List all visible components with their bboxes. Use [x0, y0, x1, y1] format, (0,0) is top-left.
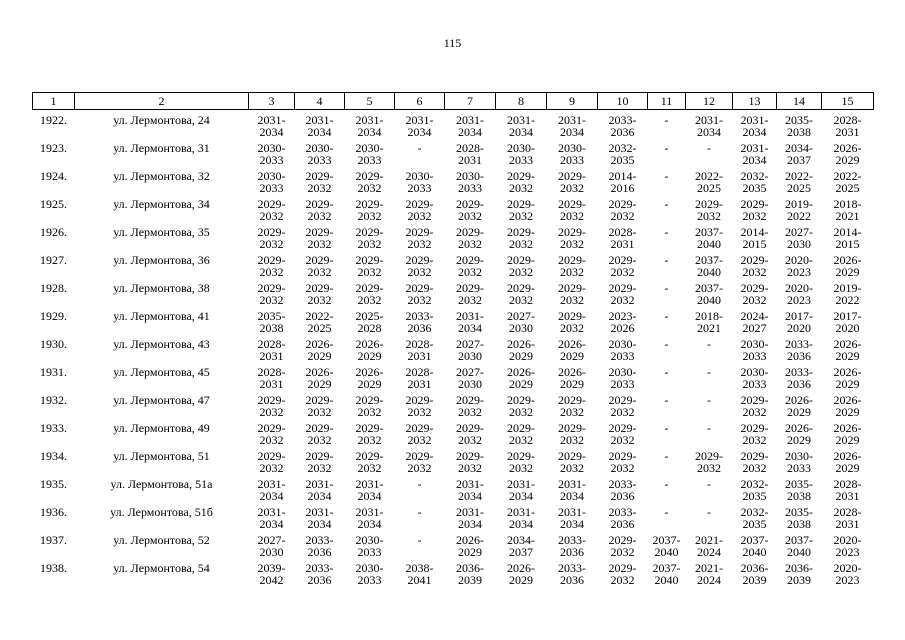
period-cell: 2029- 2032	[608, 393, 637, 419]
period-cell: 2029- 2032	[558, 253, 586, 279]
period-cell: 2018- 2021	[833, 197, 862, 223]
period-cell: -	[664, 393, 669, 407]
period-cell: 2024- 2027	[740, 309, 769, 335]
period-cell: 2029- 2032	[405, 225, 434, 251]
column-header: 3	[249, 93, 295, 110]
period-cell: 2026- 2029	[558, 365, 586, 391]
period-cell: 2033- 2036	[305, 561, 334, 587]
period-cell: 2037- 2040	[785, 533, 813, 559]
period-cell: 2029- 2032	[405, 281, 434, 307]
table-row	[33, 506, 874, 534]
period-cell: 2031- 2034	[740, 141, 769, 167]
period-cell: 2026- 2029	[305, 337, 334, 363]
period-cell: 2035- 2038	[785, 113, 813, 139]
period-cell: 2029- 2032	[405, 197, 434, 223]
period-cell: 2031- 2034	[355, 477, 384, 503]
period-cell: -	[664, 197, 669, 211]
period-cell: -	[664, 421, 669, 435]
period-cell: 2029- 2032	[355, 393, 384, 419]
street-address: ул. Лермонтова, 34	[113, 197, 210, 211]
street-address: ул. Лермонтова, 54	[113, 561, 210, 575]
period-cell: 2014- 2016	[608, 169, 637, 195]
period-cell: 2030- 2033	[355, 561, 384, 587]
period-cell: 2030- 2033	[507, 141, 535, 167]
street-address: ул. Лермонтова, 41	[113, 309, 210, 323]
period-cell: -	[707, 141, 711, 155]
period-cell: 2029- 2032	[558, 169, 586, 195]
period-cell: 2026- 2029	[305, 365, 334, 391]
street-address: ул. Лермонтова, 45	[113, 365, 210, 379]
table-row	[33, 198, 874, 226]
header-row	[33, 93, 874, 110]
table-row	[33, 170, 874, 198]
period-cell: 2038- 2041	[405, 561, 434, 587]
column-header: 11	[648, 93, 686, 110]
period-cell: 2029- 2032	[405, 393, 434, 419]
period-cell: 2029- 2032	[740, 393, 769, 419]
column-header: 15	[822, 93, 874, 110]
table-row	[33, 110, 874, 143]
period-cell: 2028- 2031	[833, 505, 862, 531]
period-cell: -	[417, 533, 422, 547]
period-cell: 2029- 2032	[257, 253, 286, 279]
row-number: 1932.	[40, 393, 67, 407]
period-cell: 2029- 2032	[558, 393, 586, 419]
period-cell: 2022- 2025	[695, 169, 723, 195]
period-cell: 2037- 2040	[695, 281, 723, 307]
table-row	[33, 142, 874, 170]
period-cell: 2029- 2032	[405, 421, 434, 447]
period-cell: -	[664, 309, 669, 323]
period-cell: 2033- 2036	[785, 365, 813, 391]
period-cell: 2031- 2034	[355, 505, 384, 531]
period-cell: 2017- 2020	[785, 309, 813, 335]
period-cell: 2026- 2029	[785, 393, 813, 419]
period-cell: 2029- 2032	[456, 393, 484, 419]
period-cell: 2031- 2034	[558, 477, 586, 503]
period-cell: 2030- 2033	[785, 449, 813, 475]
period-cell: 2029- 2032	[257, 281, 286, 307]
period-cell: 2029- 2032	[456, 225, 484, 251]
period-cell: 2031- 2034	[507, 505, 535, 531]
table-body	[33, 110, 874, 591]
column-header: 8	[496, 93, 547, 110]
period-cell: 2030- 2033	[355, 141, 384, 167]
period-cell: 2026- 2029	[355, 337, 384, 363]
period-cell: 2020- 2023	[785, 253, 813, 279]
street-address: ул. Лермонтова, 32	[113, 169, 210, 183]
period-cell: 2029- 2032	[740, 197, 769, 223]
period-cell: 2029- 2032	[257, 449, 286, 475]
period-cell: 2030- 2033	[405, 169, 434, 195]
period-cell: 2035- 2038	[257, 309, 286, 335]
column-header: 12	[686, 93, 733, 110]
column-header: 4	[295, 93, 345, 110]
row-number: 1925.	[40, 197, 67, 211]
period-cell: 2020- 2023	[833, 561, 862, 587]
period-cell: -	[707, 365, 711, 379]
period-cell: -	[707, 393, 711, 407]
row-number: 1923.	[40, 141, 67, 155]
period-cell: 2027- 2030	[456, 337, 484, 363]
period-cell: 2029- 2032	[405, 253, 434, 279]
period-cell: 2033- 2036	[608, 113, 637, 139]
period-cell: 2026- 2029	[785, 421, 813, 447]
period-cell: 2037- 2040	[695, 225, 723, 251]
period-cell: -	[664, 337, 669, 351]
period-cell: 2029- 2032	[507, 225, 535, 251]
period-cell: 2029- 2032	[608, 197, 637, 223]
period-cell: 2027- 2030	[785, 225, 813, 251]
period-cell: -	[707, 421, 711, 435]
period-cell: 2021- 2024	[695, 561, 723, 587]
period-cell: 2022- 2025	[305, 309, 334, 335]
row-number: 1927.	[40, 253, 67, 267]
period-cell: 2029- 2032	[740, 281, 769, 307]
period-cell: 2017- 2020	[833, 309, 862, 335]
period-cell: 2030- 2033	[257, 141, 286, 167]
row-number: 1926.	[40, 225, 67, 239]
column-header: 10	[598, 93, 648, 110]
period-cell: 2031- 2034	[257, 505, 286, 531]
table-row	[33, 534, 874, 562]
period-cell: 2026- 2029	[833, 393, 862, 419]
period-cell: 2026- 2029	[833, 421, 862, 447]
period-cell: -	[664, 505, 669, 519]
period-cell: 2029- 2032	[355, 225, 384, 251]
row-number: 1922.	[40, 113, 67, 127]
street-address: ул. Лермонтова, 31	[113, 141, 210, 155]
period-cell: 2029- 2032	[355, 421, 384, 447]
period-cell: 2033- 2036	[608, 477, 637, 503]
period-cell: 2033- 2036	[405, 309, 434, 335]
column-header: 14	[777, 93, 822, 110]
period-cell: 2033- 2036	[558, 561, 586, 587]
period-cell: 2031- 2034	[558, 113, 586, 139]
period-cell: 2029- 2032	[558, 281, 586, 307]
period-cell: 2029- 2032	[608, 561, 637, 587]
period-cell: 2026- 2029	[558, 337, 586, 363]
column-header: 5	[345, 93, 395, 110]
period-cell: 2029- 2032	[608, 449, 637, 475]
period-cell: 2028- 2031	[257, 337, 286, 363]
street-address: ул. Лермонтова, 47	[113, 393, 210, 407]
period-cell: 2026- 2029	[507, 561, 535, 587]
period-cell: 2031- 2034	[456, 309, 484, 335]
period-cell: 2022- 2025	[785, 169, 813, 195]
period-cell: 2029- 2032	[305, 421, 334, 447]
period-cell: 2029- 2032	[456, 421, 484, 447]
row-number: 1937.	[40, 533, 67, 547]
period-cell: 2028- 2031	[833, 477, 862, 503]
period-cell: 2035- 2038	[785, 477, 813, 503]
period-cell: 2023- 2026	[608, 309, 637, 335]
period-cell: 2031- 2034	[257, 113, 286, 139]
period-cell: 2032- 2035	[740, 505, 769, 531]
table-row	[33, 282, 874, 310]
period-cell: 2029- 2032	[355, 281, 384, 307]
period-cell: 2036- 2039	[456, 561, 484, 587]
period-cell: -	[664, 169, 669, 183]
period-cell: 2031- 2034	[305, 505, 334, 531]
period-cell: 2033- 2036	[305, 533, 334, 559]
row-number: 1924.	[40, 169, 67, 183]
period-cell: 2032- 2035	[740, 169, 769, 195]
period-cell: 2031- 2034	[456, 505, 484, 531]
period-cell: 2029- 2032	[558, 421, 586, 447]
page-number: 115	[443, 36, 462, 50]
period-cell: -	[707, 337, 711, 351]
table-row	[33, 422, 874, 450]
period-cell: 2030- 2033	[257, 169, 286, 195]
period-cell: 2029- 2032	[305, 253, 334, 279]
period-cell: -	[417, 505, 422, 519]
period-cell: 2029- 2032	[305, 225, 334, 251]
row-number: 1938.	[40, 561, 67, 575]
period-cell: -	[417, 477, 422, 491]
period-cell: 2029- 2032	[355, 169, 384, 195]
period-cell: 2025- 2028	[355, 309, 384, 335]
period-cell: 2029- 2032	[608, 421, 637, 447]
period-cell: 2022- 2025	[833, 169, 862, 195]
table-header	[33, 93, 874, 110]
period-cell: 2028- 2031	[608, 225, 637, 251]
period-cell: 2036- 2039	[740, 561, 769, 587]
period-cell: 2030- 2033	[740, 337, 769, 363]
period-cell: 2033- 2036	[608, 505, 637, 531]
period-cell: 2026- 2029	[355, 365, 384, 391]
row-number: 1935.	[40, 477, 67, 491]
period-cell: 2014- 2015	[833, 225, 862, 251]
period-cell: 2029- 2032	[507, 281, 535, 307]
table-row	[33, 562, 874, 590]
period-cell: 2039- 2042	[257, 561, 286, 587]
street-address: ул. Лермонтова, 51	[113, 449, 210, 463]
period-cell: 2026- 2029	[507, 365, 535, 391]
period-cell: 2030- 2033	[608, 337, 637, 363]
period-cell: 2037- 2040	[652, 533, 681, 559]
column-header: 6	[395, 93, 445, 110]
row-number: 1934.	[40, 449, 67, 463]
table-row	[33, 394, 874, 422]
period-cell: 2029- 2032	[257, 421, 286, 447]
table-row	[33, 310, 874, 338]
period-cell: 2028- 2031	[405, 337, 434, 363]
period-cell: 2029- 2032	[695, 197, 723, 223]
period-cell: 2028- 2031	[405, 365, 434, 391]
period-cell: 2032- 2035	[740, 477, 769, 503]
period-cell: 2029- 2032	[355, 197, 384, 223]
period-cell: 2018- 2021	[695, 309, 723, 335]
period-cell: 2031- 2034	[305, 113, 334, 139]
period-cell: 2029- 2032	[456, 197, 484, 223]
period-cell: 2031- 2034	[456, 113, 484, 139]
period-cell: 2026- 2029	[507, 337, 535, 363]
period-cell: 2027- 2030	[456, 365, 484, 391]
table-row	[33, 338, 874, 366]
period-cell: 2029- 2032	[355, 253, 384, 279]
period-cell: 2031- 2034	[405, 113, 434, 139]
period-cell: 2027- 2030	[507, 309, 535, 335]
period-cell: 2020- 2023	[833, 533, 862, 559]
column-header: 1	[33, 93, 75, 110]
column-header: 2	[75, 93, 249, 110]
period-cell: 2030- 2033	[608, 365, 637, 391]
period-cell: 2026- 2029	[833, 449, 862, 475]
period-cell: 2026- 2029	[456, 533, 484, 559]
row-number: 1931.	[40, 365, 67, 379]
period-cell: 2030- 2033	[305, 141, 334, 167]
period-cell: 2029- 2032	[405, 449, 434, 475]
table-row	[33, 478, 874, 506]
street-address: ул. Лермонтова, 35	[113, 225, 210, 239]
street-address: ул. Лермонтова, 52	[113, 533, 210, 547]
row-number: 1933.	[40, 421, 67, 435]
period-cell: 2029- 2032	[257, 393, 286, 419]
period-cell: 2029- 2032	[305, 197, 334, 223]
period-cell: 2029- 2032	[558, 197, 586, 223]
column-header: 9	[547, 93, 598, 110]
column-header: 13	[733, 93, 777, 110]
period-cell: 2026- 2029	[833, 141, 862, 167]
period-cell: 2029- 2032	[257, 225, 286, 251]
row-number: 1928.	[40, 281, 67, 295]
period-cell: -	[664, 113, 669, 127]
period-cell: 2028- 2031	[833, 113, 862, 139]
period-cell: 2029- 2032	[507, 197, 535, 223]
period-cell: 2029- 2032	[507, 253, 535, 279]
period-cell: 2031- 2034	[695, 113, 723, 139]
street-address: ул. Лермонтова, 51б	[110, 505, 213, 519]
period-cell: 2026- 2029	[833, 365, 862, 391]
row-number: 1929.	[40, 309, 67, 323]
table-row	[33, 226, 874, 254]
period-cell: 2029- 2032	[305, 393, 334, 419]
period-cell: 2029- 2032	[456, 449, 484, 475]
period-cell: 2031- 2034	[257, 477, 286, 503]
period-cell: 2031- 2034	[558, 505, 586, 531]
period-cell: -	[664, 225, 669, 239]
period-cell: 2037- 2040	[740, 533, 769, 559]
period-cell: 2028- 2031	[257, 365, 286, 391]
street-address: ул. Лермонтова, 51а	[110, 477, 213, 491]
period-cell: 2029- 2032	[507, 421, 535, 447]
period-cell: 2029- 2032	[695, 449, 723, 475]
period-cell: 2031- 2034	[740, 113, 769, 139]
period-cell: 2037- 2040	[695, 253, 723, 279]
period-cell: 2029- 2032	[507, 449, 535, 475]
period-cell: 2014- 2015	[740, 225, 769, 251]
period-cell: 2031- 2034	[507, 113, 535, 139]
period-cell: 2029- 2032	[558, 225, 586, 251]
period-cell: 2029- 2032	[558, 309, 586, 335]
period-cell: 2035- 2038	[785, 505, 813, 531]
period-cell: 2029- 2032	[305, 169, 334, 195]
period-cell: -	[707, 505, 711, 519]
period-cell: 2027- 2030	[257, 533, 286, 559]
period-cell: 2036- 2039	[785, 561, 813, 587]
street-address: ул. Лермонтова, 49	[113, 421, 210, 435]
period-cell: 2031- 2034	[507, 477, 535, 503]
street-address: ул. Лермонтова, 38	[113, 281, 210, 295]
period-cell: -	[664, 281, 669, 295]
period-cell: 2029- 2032	[305, 281, 334, 307]
period-cell: 2034- 2037	[507, 533, 535, 559]
period-cell: 2030- 2033	[355, 533, 384, 559]
period-cell: 2019- 2022	[833, 281, 862, 307]
period-cell: 2029- 2032	[305, 449, 334, 475]
street-address: ул. Лермонтова, 36	[113, 253, 210, 267]
street-address: ул. Лермонтова, 43	[113, 337, 210, 351]
period-cell: -	[664, 141, 669, 155]
period-cell: 2029- 2032	[257, 197, 286, 223]
period-cell: 2031- 2034	[456, 477, 484, 503]
period-cell: 2034- 2037	[785, 141, 813, 167]
period-cell: 2029- 2032	[456, 281, 484, 307]
table-row	[33, 366, 874, 394]
table-row	[33, 450, 874, 478]
period-cell: 2029- 2032	[355, 449, 384, 475]
period-cell: 2019- 2022	[785, 197, 813, 223]
period-cell: 2029- 2032	[608, 533, 637, 559]
period-cell: -	[417, 141, 422, 155]
period-cell: 2030- 2033	[558, 141, 586, 167]
period-cell: 2033- 2036	[558, 533, 586, 559]
period-cell: -	[707, 477, 711, 491]
period-cell: -	[664, 365, 669, 379]
row-number: 1936.	[40, 505, 67, 519]
street-address: ул. Лермонтова, 24	[113, 113, 210, 127]
period-cell: -	[664, 253, 669, 267]
period-cell: 2030- 2033	[740, 365, 769, 391]
period-cell: 2029- 2032	[740, 253, 769, 279]
period-cell: 2029- 2032	[558, 449, 586, 475]
period-cell: 2033- 2036	[785, 337, 813, 363]
period-cell: 2029- 2032	[507, 169, 535, 195]
period-cell: 2029- 2032	[456, 253, 484, 279]
period-cell: 2021- 2024	[695, 533, 723, 559]
period-cell: 2029- 2032	[608, 253, 637, 279]
table-row	[33, 254, 874, 282]
period-cell: 2029- 2032	[740, 421, 769, 447]
period-cell: -	[664, 449, 669, 463]
row-number: 1930.	[40, 337, 67, 351]
period-cell: 2029- 2032	[608, 281, 637, 307]
period-cell: 2032- 2035	[608, 141, 637, 167]
period-cell: 2030- 2033	[456, 169, 484, 195]
period-cell: 2028- 2031	[456, 141, 484, 167]
period-cell: 2029- 2032	[507, 393, 535, 419]
period-cell: 2026- 2029	[833, 253, 862, 279]
period-cell: -	[664, 477, 669, 491]
period-cell: 2020- 2023	[785, 281, 813, 307]
column-header: 7	[445, 93, 496, 110]
period-cell: 2037- 2040	[652, 561, 681, 587]
period-cell: 2031- 2034	[355, 113, 384, 139]
period-cell: 2029- 2032	[740, 449, 769, 475]
period-cell: 2031- 2034	[305, 477, 334, 503]
schedule-table	[32, 92, 874, 590]
period-cell: 2026- 2029	[833, 337, 862, 363]
